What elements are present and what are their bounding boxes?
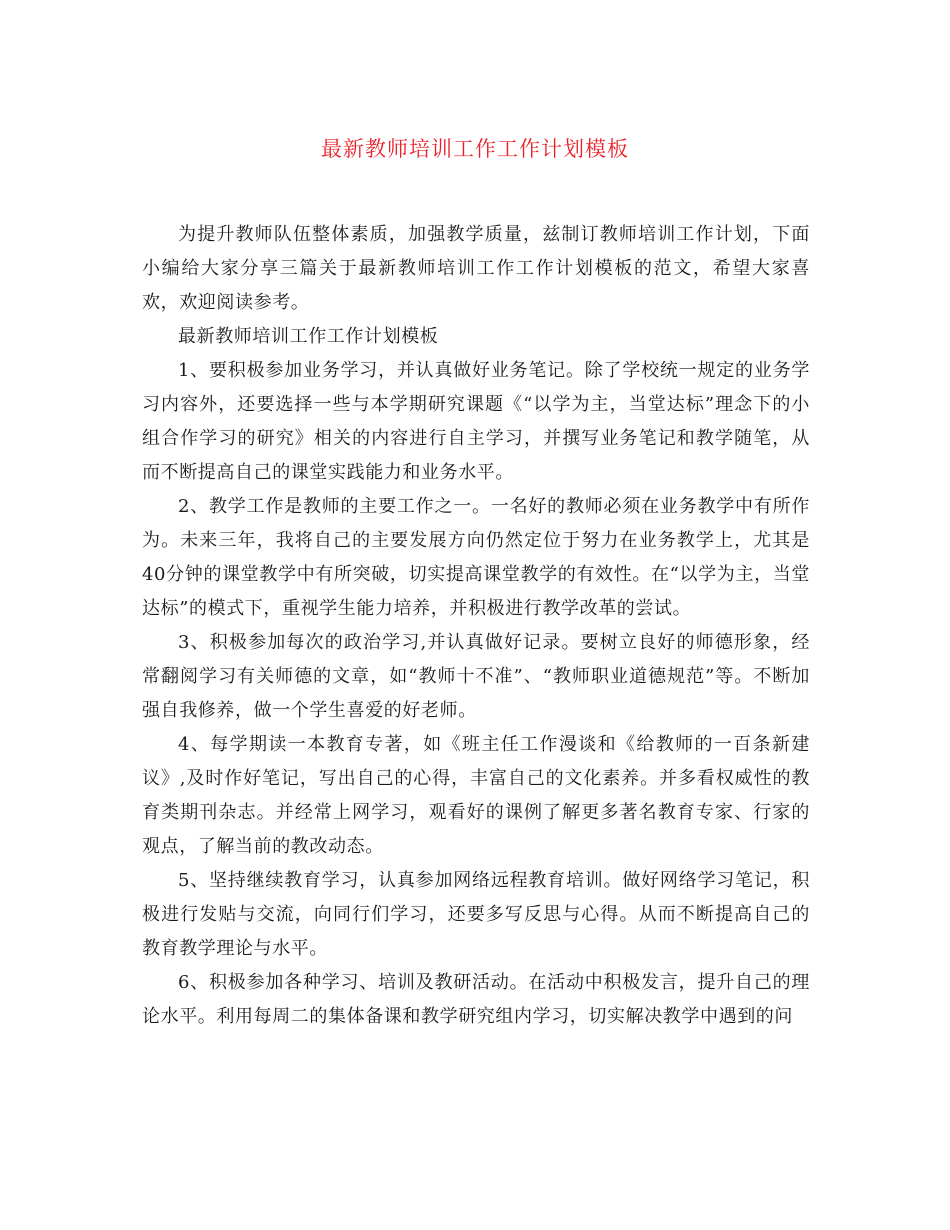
intro-paragraph: 为提升教师队伍整体素质，加强教学质量，兹制订教师培训工作计划，下面小编给大家分享三篇关于最新教师培训工作工作计划模板的范文，希望大家喜欢，欢迎阅读参考。 [142, 224, 810, 313]
document-title: 最新教师培训工作工作计划模板 [321, 137, 629, 161]
document-body [142, 218, 810, 1034]
paragraph-item-6: 6、积极参加各种学习、培训及教研活动。在活动中积极发言，提升自己的理论水平。利用每周二的集体备课和教学研究组内学习，切实解决教学中遇到的问 [142, 972, 810, 1027]
paragraph-item-5: 5、坚持继续教育学习，认真参加网络远程教育培训。做好网络学习笔记，积极进行发贴与交流，向同行们学习，还要多写反思与心得。从而不断提高自己的教育教学理论与水平。 [142, 870, 810, 959]
paragraph-item-4: 4、每学期读一本教育专著，如《班主任工作漫谈和《给教师的一百条新建议》,及时作好笔记，写出自己的心得，丰富自己的文化素养。并多看权威性的教育类期刊杂志。并经常上网学习，观看好的课例了解更多著名教育专家、行家的观点，了解当前的教改动态。 [142, 734, 810, 857]
paragraph-item-3: 3、积极参加每次的政治学习,并认真做好记录。要树立良好的师德形象，经常翻阅学习有关师德的文章，如“教师十不准”、“教师职业道德规范”等。不断加强自我修养，做一个学生喜爱的好老师。 [142, 632, 810, 721]
paragraph-item-1: 1、要积极参加业务学习，并认真做好业务笔记。除了学校统一规定的业务学习内容外，还要选择一些与本学期研究课题《“以学为主，当堂达标”理念下的小组合作学习的研究》相关的内容进行自主学习，并撰写业务笔记和教学随笔，从而不断提高自己的课堂实践能力和业务水平。 [142, 360, 810, 483]
paragraph-item-2: 2、教学工作是教师的主要工作之一。一名好的教师必须在业务教学中有所作为。未来三年，我将自己的主要发展方向仍然定位于努力在业务教学上，尤其是40分钟的课堂教学中有所突破，切实提高课堂教学的有效性。在“以学为主，当堂达标”的模式下，重视学生能力培养，并积极进行教学改革的尝试。 [142, 496, 810, 619]
section-heading: 最新教师培训工作工作计划模板 [178, 326, 439, 347]
